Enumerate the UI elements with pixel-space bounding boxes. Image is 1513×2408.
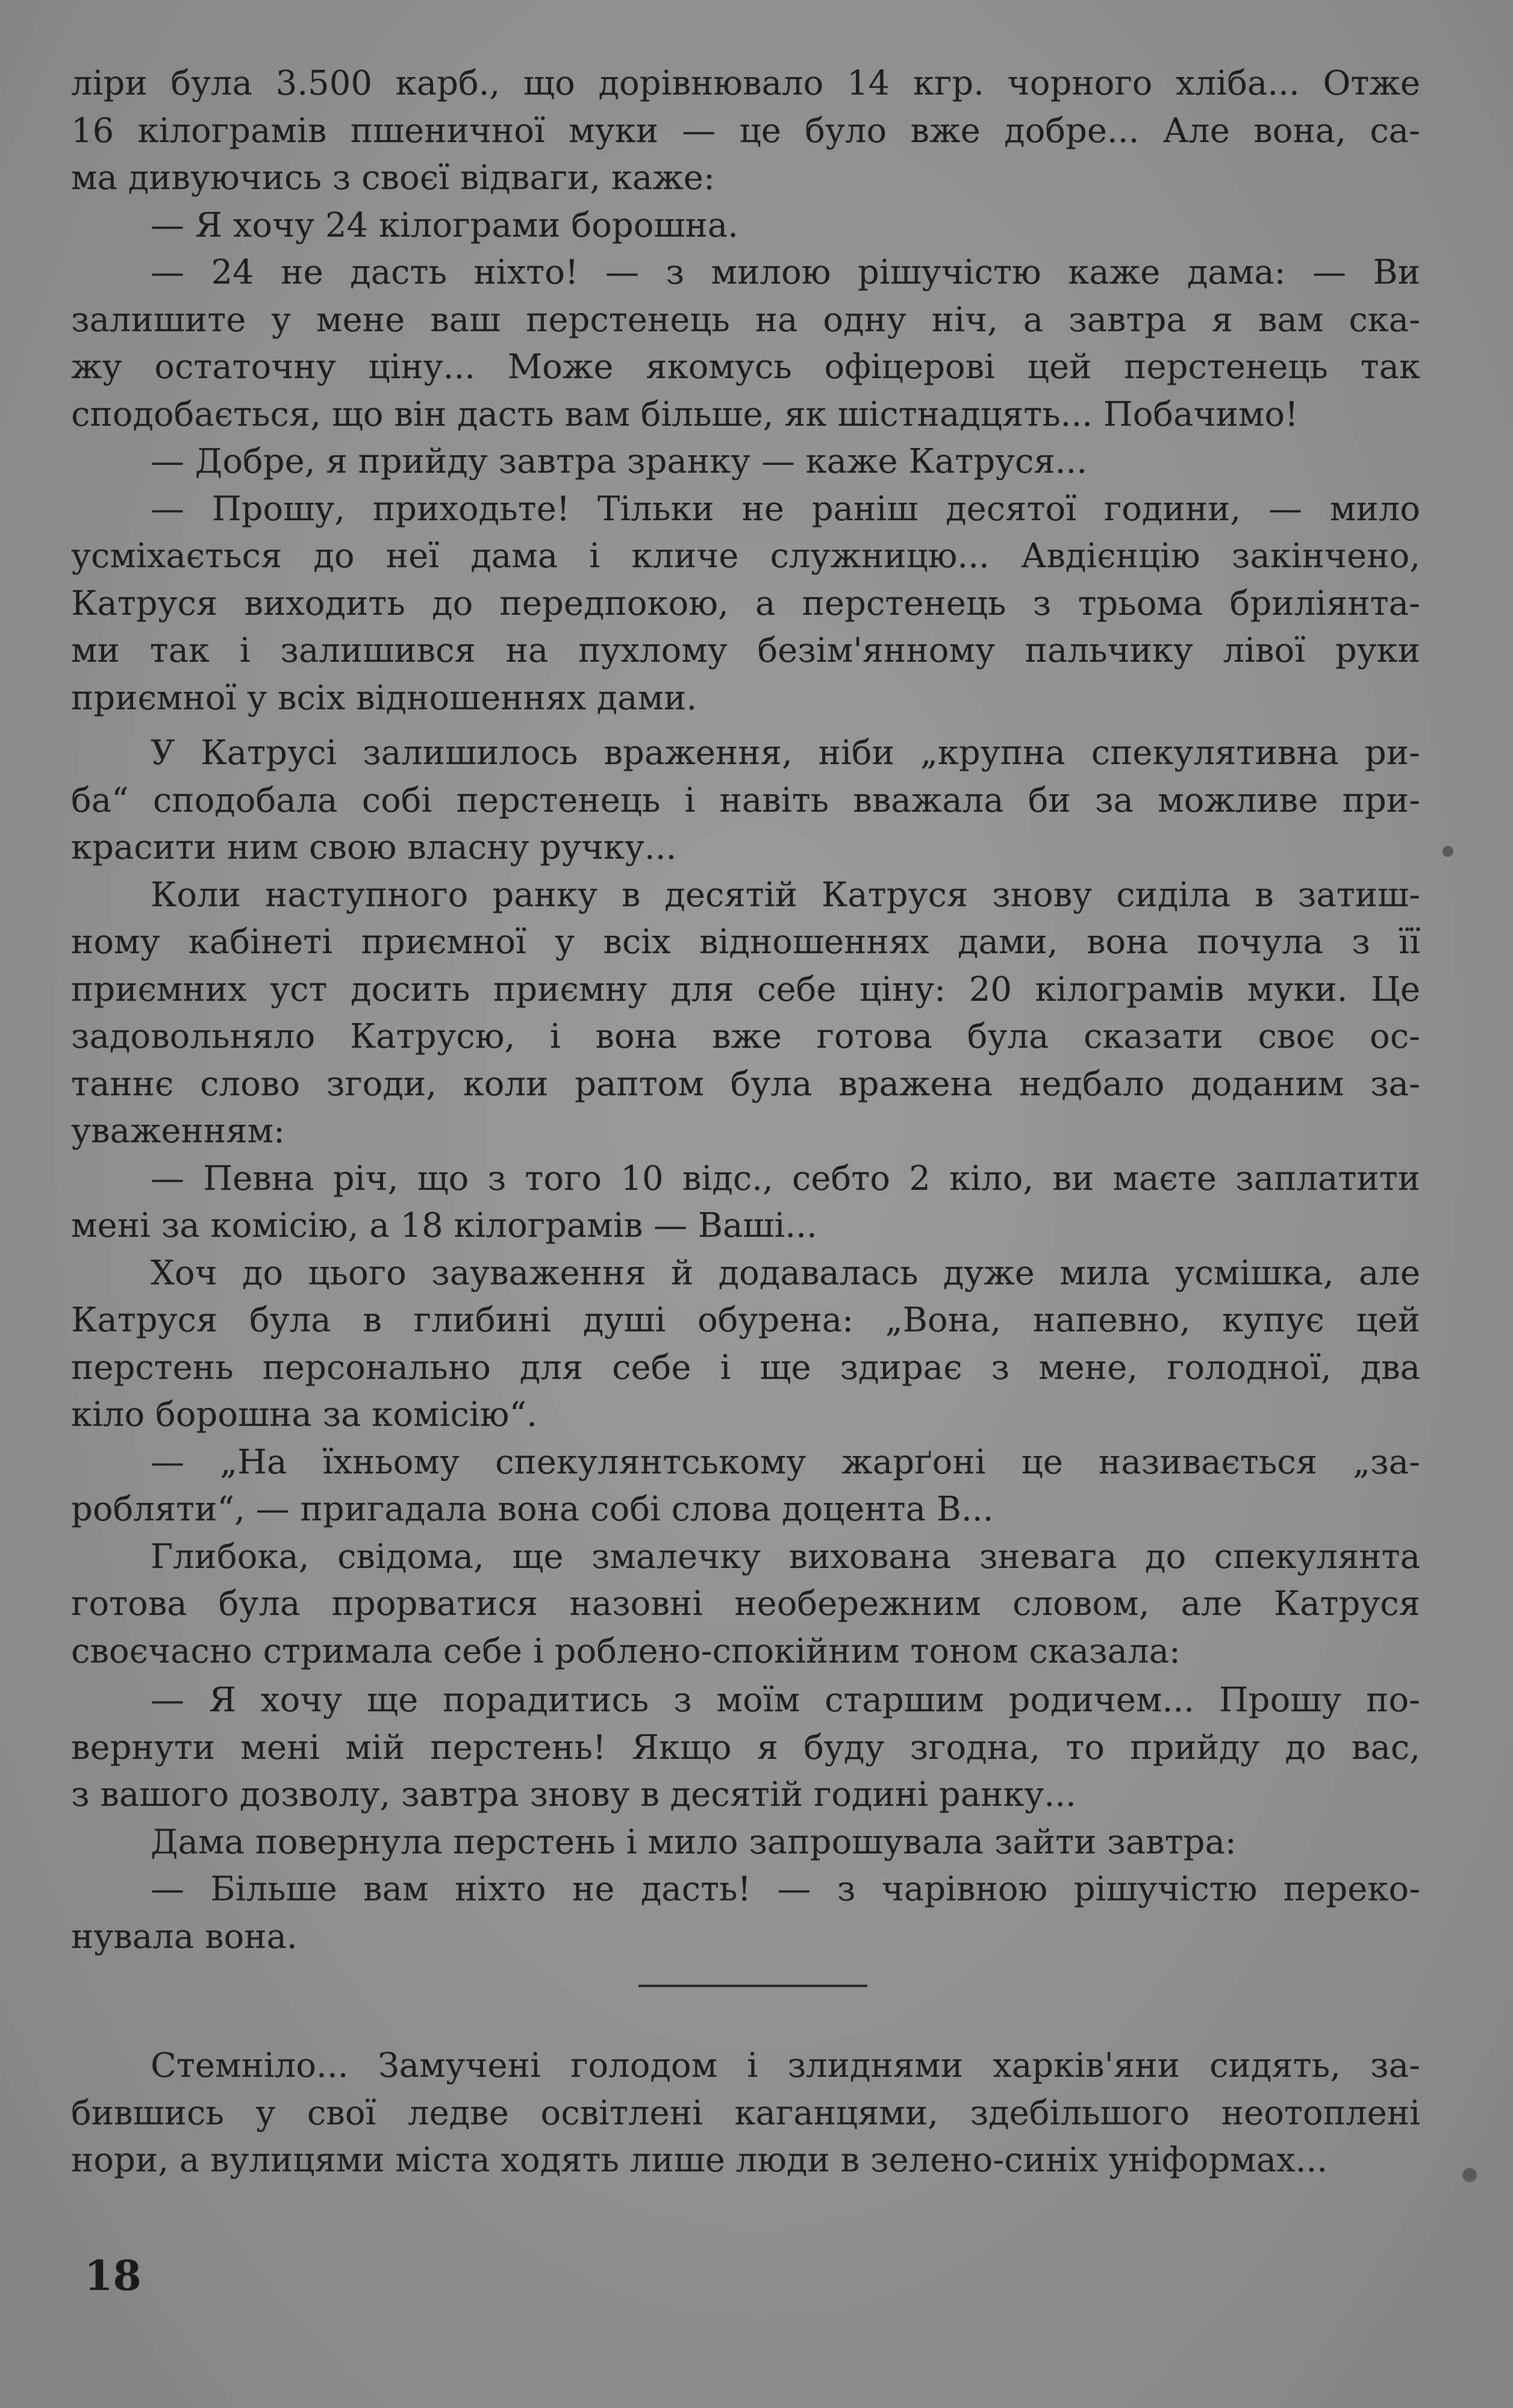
text-line: У Катрусі залишилось враження, ніби „крупна спекулятивна ри-: [151, 733, 1420, 773]
text-line: Стемніло... Замучені голодом і злиднями харків'яни сидять, за-: [151, 2046, 1420, 2085]
text-line: Глибока, свідома, ще змалечку вихована зневага до спекулянта: [151, 1537, 1420, 1576]
text-line: Катруся була в глибині душі обурена: „Вона, напевно, купує цей: [71, 1301, 1420, 1340]
text-line: ному кабінеті приємної у всіх відношеннях дами, вона почула з її: [71, 922, 1420, 962]
dust-speck: [1443, 846, 1453, 857]
text-block-4: [71, 2042, 1420, 2185]
text-line: перстень персонально для себе і ще здирає з мене, голодної, два: [71, 1348, 1420, 1387]
text-line: сподобається, що він дасть вам більше, як шістнадцять... Побачимо!: [71, 394, 1299, 434]
text-line: мені за комісію, а 18 кілограмів — Ваші...: [71, 1206, 817, 1245]
dust-speck: [1462, 2168, 1477, 2182]
text-line: усміхається до неї дама і кличе служницю... Авдієнцію закінчено,: [71, 537, 1420, 576]
text-line: ліри була 3.500 карб., що дорівнювало 14 кгр. чорного хліба... Отже: [71, 64, 1420, 103]
text-block-2: [71, 730, 1420, 1675]
text-line: Хоч до цього зауваження й додавалась дуже мила усмішка, але: [151, 1253, 1420, 1293]
text-line: ма дивуючись з своєї відваги, каже:: [71, 158, 715, 198]
text-line: вернути мені мій перстень! Якщо я буду згодна, то прийду до вас,: [71, 1728, 1420, 1767]
section-divider: [638, 1985, 867, 1987]
text-line: Дама повернула перстень і мило запрошувала зайти завтра:: [151, 1822, 1237, 1862]
text-line: своєчасно стримала себе і роблено-спокійним тоном сказала:: [71, 1631, 1181, 1671]
text-line: — Більше вам ніхто не дасть! — з чарівною рішучістю переко-: [151, 1870, 1420, 1909]
text-block-1: [71, 60, 1420, 722]
text-line: — „На їхньому спекулянтському жарґоні це називається „за-: [151, 1442, 1420, 1482]
text-line: приємної у всіх відношеннях дами.: [71, 678, 697, 718]
text-line: робляти“, — пригадала вона собі слова доцента В...: [71, 1490, 994, 1529]
text-line: бившись у свої ледве освітлені каганцями, здебільшого неотоплені: [71, 2093, 1420, 2133]
text-line: красити ним свою власну ручку...: [71, 828, 677, 867]
text-line: — Я хочу 24 кілограми борошна.: [151, 205, 738, 245]
text-line: жу остаточну ціну... Може якомусь офіцерові цей перстенець так: [71, 347, 1420, 387]
text-line: готова була прорватися назовні необережним словом, але Катруся: [71, 1584, 1420, 1623]
text-line: залишите у мене ваш перстенець на одну ніч, а завтра я вам ска-: [71, 300, 1420, 340]
text-block-3: [71, 1677, 1420, 1961]
text-line: — Певна річ, що з того 10 відс., себто 2 кіло, ви маєте заплатити: [151, 1159, 1420, 1198]
text-line: з вашого дозволу, завтра знову в десятій годині ранку...: [71, 1775, 1076, 1814]
page-number: 18: [84, 2252, 142, 2300]
text-line: кіло борошна за комісію“.: [71, 1395, 537, 1434]
text-line: ми так і залишився на пухлому безім'янному пальчику лівої руки: [71, 631, 1420, 670]
text-line: — 24 не дасть ніхто! — з милою рішучістю каже дама: — Ви: [151, 253, 1420, 292]
text-line: ба“ сподобала собі перстенець і навіть вважала би за можливе при-: [71, 780, 1420, 820]
text-line: — Я хочу ще порадитись з моїм старшим родичем... Прошу по-: [151, 1681, 1420, 1720]
text-line: — Добре, я прийду завтра зранку — каже Катруся...: [151, 442, 1088, 481]
text-line: уваженням:: [71, 1112, 285, 1151]
text-line: нувала вона.: [71, 1917, 298, 1956]
text-line: — Прошу, приходьте! Тільки не раніш десятої години, — мило: [151, 489, 1420, 529]
text-line: нори, а вулицями міста ходять лише люди в зелено-синіх уніформах...: [71, 2141, 1328, 2180]
text-line: Коли наступного ранку в десятій Катруся знову сиділа в затиш-: [151, 875, 1420, 915]
text-line: Катруся виходить до передпокою, а перстенець з трьома бриліянта-: [71, 583, 1420, 623]
text-line: задовольняло Катрусю, і вона вже готова була сказати своє ос-: [71, 1017, 1420, 1056]
text-line: 16 кілограмів пшеничної муки — це було вже добре... Але вона, са-: [71, 111, 1420, 151]
text-line: приємних уст досить приємну для себе ціну: 20 кілограмів муки. Це: [71, 969, 1420, 1009]
text-line: таннє слово згоди, коли раптом була вражена недбало доданим за-: [71, 1064, 1420, 1104]
